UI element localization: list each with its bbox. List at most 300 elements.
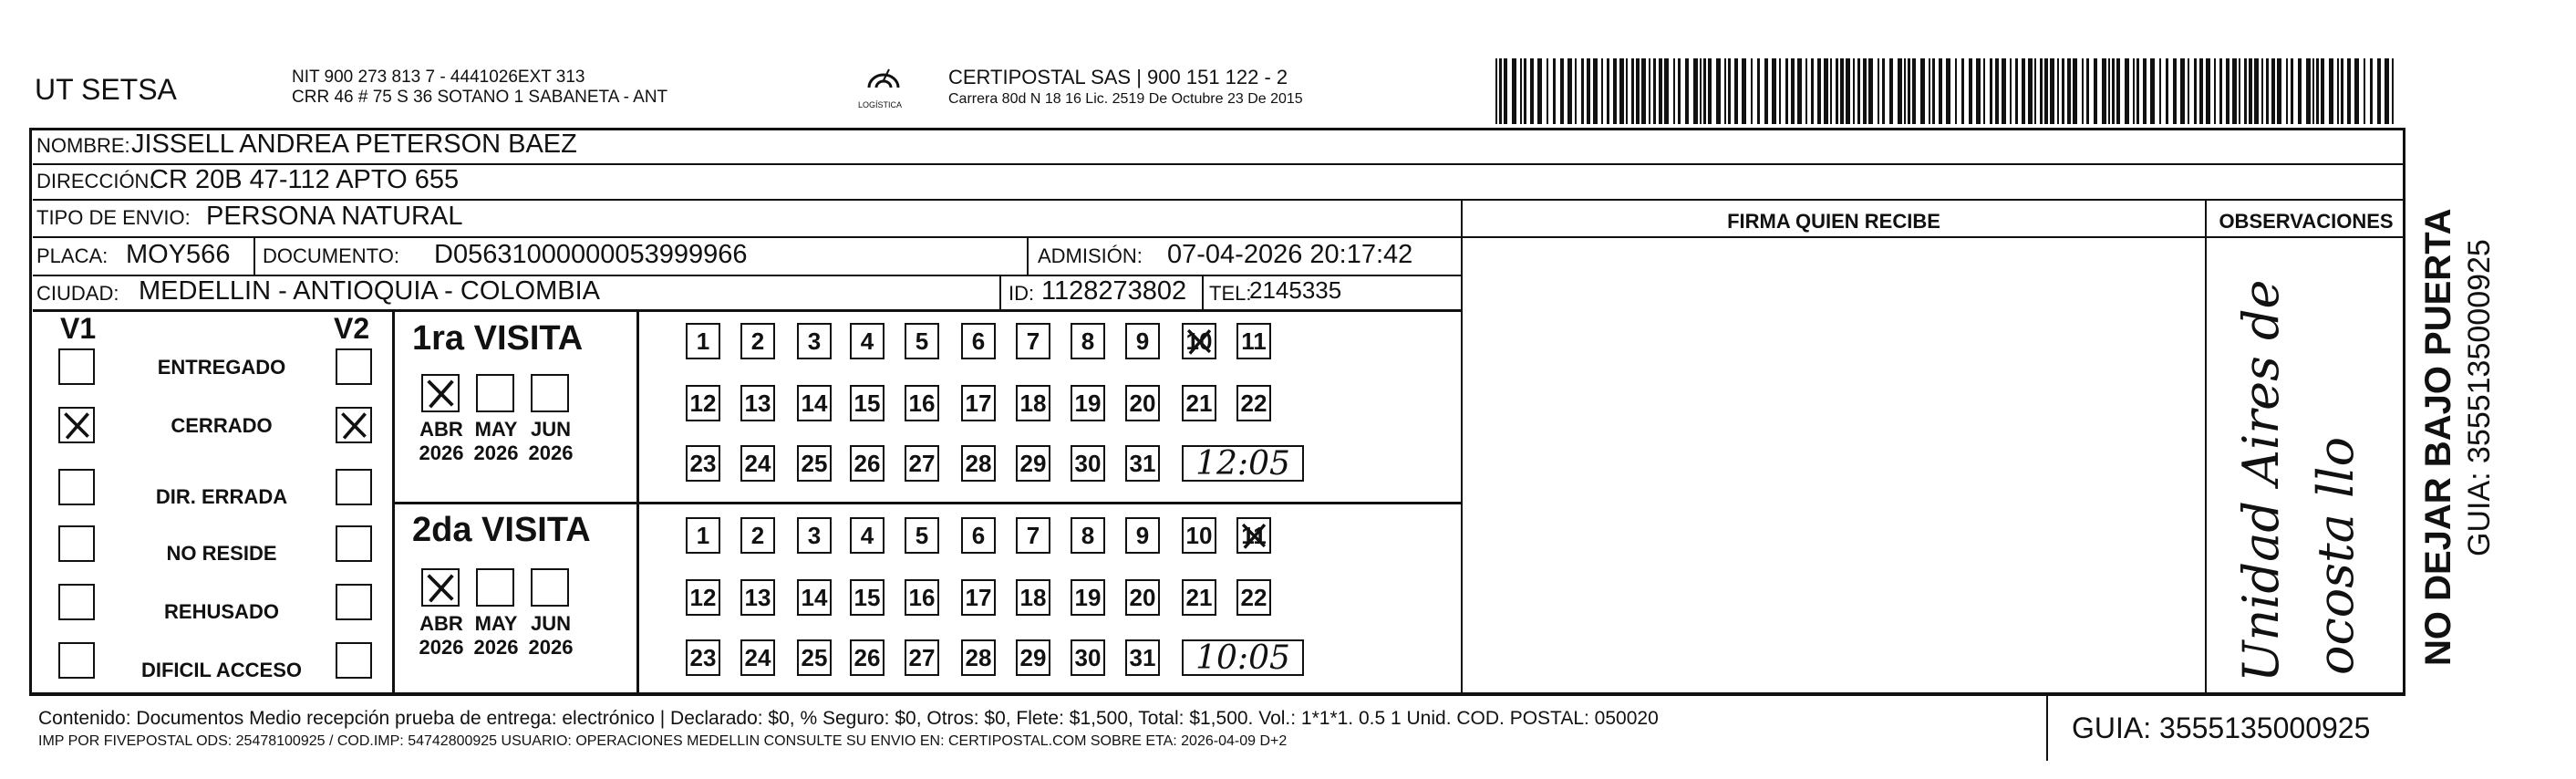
barcode-bar <box>2133 58 2135 124</box>
barcode-bar <box>1700 58 1702 124</box>
barcode-bar <box>1547 58 1548 124</box>
visit1-day-label: 25 <box>801 449 828 477</box>
visit1-day-box[interactable] <box>686 445 720 482</box>
barcode-bar <box>2015 58 2018 124</box>
visit2-day-label: 26 <box>853 643 881 671</box>
visit2-month-checkbox[interactable] <box>421 568 460 607</box>
v1-checkbox[interactable] <box>58 348 95 385</box>
visit2-day-box[interactable] <box>850 579 885 616</box>
visit1-day-box[interactable] <box>797 323 832 359</box>
visit1-day-label: 12 <box>689 389 717 417</box>
id-label: ID: <box>1009 282 1035 305</box>
company-name: UT SETSA <box>35 73 177 106</box>
barcode-bar <box>2354 58 2359 124</box>
visit1-day-box[interactable] <box>686 385 720 421</box>
v2-checkbox[interactable] <box>336 525 372 562</box>
visit1-day-box[interactable] <box>1071 323 1105 359</box>
visit2-month-label: JUN 2026 <box>528 612 574 659</box>
v1-checkbox[interactable] <box>58 407 95 443</box>
barcode-bar <box>1716 58 1721 124</box>
visit1-day-label: 29 <box>1019 449 1047 477</box>
certipostal-name: CERTIPOSTAL SAS | 900 151 122 - 2 <box>948 66 1288 88</box>
visit2-day-box[interactable] <box>1071 517 1105 554</box>
barcode-bar <box>2112 58 2115 124</box>
no-dejar-bajo-puerta: NO DEJAR BAJO PUERTA <box>2418 208 2458 666</box>
barcode-bar <box>2044 58 2048 124</box>
visit1-day-label: 19 <box>1074 389 1102 417</box>
v2-checkbox[interactable] <box>336 469 372 505</box>
visit2-day-box[interactable] <box>1016 639 1050 676</box>
visit1-day-label: 9 <box>1135 327 1150 355</box>
barcode-bar <box>2050 58 2054 124</box>
visit1-day-label: 21 <box>1185 389 1213 417</box>
column-header-line <box>1461 236 2405 238</box>
v2-checkbox[interactable] <box>336 407 372 443</box>
status-reason-label: ENTREGADO <box>157 356 286 379</box>
visit1-day-box[interactable] <box>850 323 885 359</box>
visit1-day-box[interactable] <box>1125 445 1160 482</box>
barcode-bar <box>1636 58 1640 124</box>
barcode-bar <box>1898 58 1902 124</box>
v1-label: V1 <box>60 312 97 345</box>
visit2-day-box[interactable] <box>1182 579 1216 616</box>
footer-guia: GUIA: 3555135000925 <box>2072 711 2371 744</box>
visit1-day-box[interactable] <box>797 445 832 482</box>
id-value: 1128273802 <box>1041 276 1187 306</box>
visit2-month-label: MAY 2026 <box>473 612 519 659</box>
v1-checkbox[interactable] <box>58 642 95 679</box>
visit1-day-label: 24 <box>744 449 771 477</box>
barcode-bar <box>1929 58 1930 124</box>
barcode-bar <box>2180 58 2185 124</box>
visit2-day-label: 14 <box>801 583 828 611</box>
visit2-day-label: 1 <box>696 521 710 549</box>
barcode-bar <box>1853 58 1855 124</box>
visit2-day-box[interactable] <box>1071 639 1105 676</box>
barcode-bar <box>1678 58 1681 124</box>
visit2-day-label: 21 <box>1185 583 1213 611</box>
barcode-bar <box>1946 58 1950 124</box>
visit2-day-box[interactable] <box>1125 517 1160 554</box>
barcode-bar <box>1512 58 1516 124</box>
barcode-bar <box>2377 58 2381 124</box>
barcode-bar <box>2116 58 2120 124</box>
barcode-bar <box>1811 58 1814 124</box>
visit1-day-label: 13 <box>744 389 771 417</box>
visit2-day-box[interactable] <box>961 639 996 676</box>
barcode-bar <box>2329 58 2333 124</box>
barcode-bar <box>2266 58 2269 124</box>
ciudad-row <box>33 276 1461 312</box>
visit1-title: 1ra VISITA <box>412 319 584 358</box>
barcode-bar <box>2002 58 2006 124</box>
v2-label: V2 <box>334 312 370 345</box>
visit2-day-box[interactable] <box>740 517 775 554</box>
visit2-day-label: 2 <box>750 521 765 549</box>
barcode-bar <box>2166 58 2168 124</box>
visit2-day-box[interactable] <box>1236 517 1271 554</box>
barcode-bar <box>1601 58 1603 124</box>
visit1-day-label: 15 <box>853 389 881 417</box>
visit2-day-label: 3 <box>807 521 822 549</box>
check-mark-icon <box>423 376 458 410</box>
visit2-day-label: 31 <box>1129 643 1156 671</box>
v2-checkbox[interactable] <box>336 348 372 385</box>
barcode-bar <box>1904 58 1906 124</box>
barcode-bar <box>1724 58 1726 124</box>
barcode-bar <box>2067 58 2071 124</box>
visit2-day-box[interactable] <box>905 579 939 616</box>
barcode-bar <box>2034 58 2036 124</box>
visit2-day-label: 13 <box>744 583 771 611</box>
barcode-bar <box>1976 58 1981 124</box>
visit1-day-box[interactable] <box>1016 323 1050 359</box>
placa-row <box>33 238 1461 276</box>
barcode-bar <box>1751 58 1753 124</box>
barcode-bar <box>1728 58 1731 124</box>
barcode-bar <box>1673 58 1675 124</box>
barcode-bar <box>2341 58 2343 124</box>
barcode-bar <box>1939 58 1942 124</box>
visit2-day-label: 6 <box>971 521 986 549</box>
barcode-bar <box>1757 58 1760 124</box>
barcode <box>1495 58 2407 124</box>
barcode-bar <box>2239 58 2240 124</box>
visit2-day-box[interactable] <box>1071 579 1105 616</box>
check-mark-icon <box>60 409 93 441</box>
visit1-day-box[interactable] <box>850 445 885 482</box>
barcode-bar <box>1961 58 1964 124</box>
status-reason-label: CERRADO <box>171 414 273 437</box>
visit1-day-label: 31 <box>1129 449 1156 477</box>
barcode-bar <box>1969 58 1972 124</box>
visit2-day-label: 19 <box>1074 583 1102 611</box>
visit1-day-label: 17 <box>965 389 992 417</box>
barcode-bar <box>1693 58 1698 124</box>
barcode-bar <box>2010 58 2012 124</box>
visit2-day-label: 12 <box>689 583 717 611</box>
visit1-day-box[interactable] <box>1182 385 1216 421</box>
visit1-day-label: 20 <box>1129 389 1156 417</box>
visit1-day-label: 2 <box>750 327 765 355</box>
visit2-title: 2da VISITA <box>412 511 591 549</box>
visit2-day-box[interactable] <box>740 639 775 676</box>
visit1-day-box[interactable] <box>740 385 775 421</box>
visit2-day-box[interactable] <box>1236 579 1271 616</box>
barcode-bar <box>1983 58 1985 124</box>
visit2-day-box[interactable] <box>905 517 939 554</box>
visit2-day-box[interactable] <box>961 579 996 616</box>
visit1-day-box[interactable] <box>1071 385 1105 421</box>
visit1-day-box[interactable] <box>961 323 996 359</box>
barcode-bar <box>1495 58 1497 124</box>
visit2-month-label: ABR 2026 <box>419 612 464 659</box>
check-mark-icon <box>1184 325 1215 358</box>
direccion-row <box>33 164 2404 201</box>
tel-value: 2145335 <box>1249 276 1342 304</box>
barcode-bar <box>1504 58 1507 124</box>
visit2-day-box[interactable] <box>797 639 832 676</box>
barcode-bar <box>2125 58 2129 124</box>
barcode-bar <box>2291 58 2293 124</box>
visit2-month-checkbox[interactable] <box>476 568 514 607</box>
barcode-bar <box>2143 58 2147 124</box>
visit2-day-box[interactable] <box>686 639 720 676</box>
visit2-day-box[interactable] <box>850 517 885 554</box>
visit1-month-label: JUN 2026 <box>528 418 574 464</box>
visit1-day-box[interactable] <box>905 385 939 421</box>
visit1-month-label: ABR 2026 <box>419 418 464 464</box>
visit2-time-box[interactable] <box>1182 639 1304 676</box>
visit1-day-box[interactable] <box>740 323 775 359</box>
barcode-bar <box>2261 58 2263 124</box>
visit2-day-label: 28 <box>965 643 992 671</box>
visit2-day-label: 29 <box>1019 643 1047 671</box>
barcode-bar <box>1703 58 1706 124</box>
footer-guia-box <box>2046 695 2405 761</box>
visit2-day-label: 24 <box>744 643 771 671</box>
barcode-bar <box>1878 58 1879 124</box>
visit2-day-box[interactable] <box>1016 517 1050 554</box>
visit1-day-box[interactable] <box>1125 323 1160 359</box>
ciudad-value: MEDELLIN - ANTIOQUIA - COLOMBIA <box>139 276 600 306</box>
visit-split-line <box>392 502 1461 504</box>
visit1-day-box[interactable] <box>1071 445 1105 482</box>
visit2-day-label: 22 <box>1240 583 1267 611</box>
visit2-day-box[interactable] <box>1182 517 1216 554</box>
v1-checkbox[interactable] <box>58 525 95 562</box>
nit-line: NIT 900 273 813 7 - 4441026EXT 313 <box>292 68 585 87</box>
visit1-day-box[interactable] <box>961 445 996 482</box>
barcode-bar <box>2385 58 2389 124</box>
barcode-bar <box>1619 58 1624 124</box>
visit2-day-box[interactable] <box>850 639 885 676</box>
visit1-day-box[interactable] <box>905 445 939 482</box>
barcode-bar <box>1537 58 1542 124</box>
v2-checkbox[interactable] <box>336 642 372 679</box>
visit2-day-box[interactable] <box>905 639 939 676</box>
visit2-day-box[interactable] <box>797 517 832 554</box>
visit1-day-label: 7 <box>1026 327 1040 355</box>
status-reason-label: REHUSADO <box>164 600 279 623</box>
visit1-day-box[interactable] <box>961 385 996 421</box>
documento-label: DOCUMENTO: <box>263 244 399 267</box>
visit2-day-label: 10 <box>1185 521 1213 549</box>
visit1-day-label: 18 <box>1019 389 1047 417</box>
barcode-bar <box>1499 58 1502 124</box>
barcode-bar <box>1520 58 1522 124</box>
visit1-day-box[interactable] <box>797 385 832 421</box>
barcode-bar <box>2150 58 2155 124</box>
barcode-bar <box>1955 58 1957 124</box>
barcode-bar <box>2194 58 2197 124</box>
v2-checkbox[interactable] <box>336 584 372 620</box>
visit1-time-box[interactable] <box>1182 445 1304 482</box>
tipo-label: TIPO DE ENVIO: <box>36 206 191 229</box>
visit2-time-value: 10:05 <box>1195 639 1290 677</box>
barcode-bar <box>1664 58 1669 124</box>
barcode-bar <box>1840 58 1844 124</box>
visit2-day-box[interactable] <box>1016 579 1050 616</box>
visit2-day-box[interactable] <box>1125 639 1160 676</box>
barcode-bar <box>1836 58 1838 124</box>
status-reason-label: NO RESIDE <box>166 542 277 565</box>
barcode-bar <box>1830 58 1832 124</box>
barcode-bar <box>2086 58 2089 124</box>
barcode-bar <box>2073 58 2077 124</box>
barcode-bar <box>2286 58 2288 124</box>
visit1-day-label: 11 <box>1241 327 1267 355</box>
visit1-day-box[interactable] <box>1236 385 1271 421</box>
certipostal-address: Carrera 80d N 18 16 Lic. 2519 De Octubre 23 De 2015 <box>948 91 1303 107</box>
barcode-bar <box>2028 58 2033 124</box>
v1-checkbox[interactable] <box>58 584 95 620</box>
visit1-day-label: 16 <box>908 389 936 417</box>
barcode-bar <box>1553 58 1556 124</box>
barcode-bar <box>1685 58 1689 124</box>
visit2-day-label: 9 <box>1135 521 1150 549</box>
barcode-bar <box>2214 58 2216 124</box>
barcode-bar <box>1846 58 1850 124</box>
barcode-bar <box>1817 58 1821 124</box>
barcode-bar <box>2219 58 2222 124</box>
barcode-bar <box>1932 58 1935 124</box>
barcode-bar <box>2040 58 2043 124</box>
visit1-month-checkbox[interactable] <box>476 374 514 412</box>
barcode-bar <box>2102 58 2106 124</box>
logo-text: LOGÍSTICA <box>858 100 903 109</box>
barcode-bar <box>1631 58 1634 124</box>
barcode-bar <box>1626 58 1628 124</box>
barcode-bar <box>2244 58 2247 124</box>
visit1-day-label: 1 <box>696 327 710 355</box>
observaciones-header: OBSERVACIONES <box>2219 210 2394 233</box>
visit2-day-box[interactable] <box>961 517 996 554</box>
visit2-day-label: 17 <box>965 583 992 611</box>
barcode-bar <box>2370 58 2373 124</box>
visit1-day-box[interactable] <box>1236 323 1271 359</box>
visit1-day-box[interactable] <box>905 323 939 359</box>
barcode-bar <box>1920 58 1925 124</box>
nombre-row <box>33 129 2404 165</box>
barcode-bar <box>1524 58 1526 124</box>
barcode-bar <box>2188 58 2189 124</box>
barcode-bar <box>1581 58 1584 124</box>
status-reason-label: DIFICIL ACCESO <box>140 659 302 681</box>
barcode-bar <box>1641 58 1646 124</box>
nombre-value: JISSELL ANDREA PETERSON BAEZ <box>131 130 577 159</box>
direccion-label: DIRECCIÓN: <box>36 170 155 192</box>
visit1-month-checkbox[interactable] <box>531 374 569 412</box>
visit2-day-label: 27 <box>908 643 936 671</box>
visit2-day-box[interactable] <box>686 517 720 554</box>
ciudad-label: CIUDAD: <box>36 282 119 305</box>
barcode-bar <box>1530 58 1534 124</box>
visit1-day-label: 14 <box>801 389 828 417</box>
visit1-day-label: 27 <box>908 449 936 477</box>
visit2-month-checkbox[interactable] <box>531 568 569 607</box>
visit2-day-label: 7 <box>1026 521 1040 549</box>
visit2-day-box[interactable] <box>686 579 720 616</box>
barcode-bar <box>2062 58 2064 124</box>
visit1-day-box[interactable] <box>740 445 775 482</box>
visit1-day-label: 22 <box>1240 389 1267 417</box>
barcode-bar <box>1772 58 1776 124</box>
visit2-day-label: 5 <box>915 521 929 549</box>
barcode-bar <box>2022 58 2025 124</box>
check-mark-icon <box>337 409 370 441</box>
barcode-bar <box>2094 58 2097 124</box>
visit2-day-label: 16 <box>908 583 936 611</box>
barcode-bar <box>2226 58 2229 124</box>
visit1-month-checkbox[interactable] <box>421 374 460 412</box>
barcode-bar <box>1560 58 1564 124</box>
visit1-day-label: 3 <box>807 327 822 355</box>
status-reason-label: DIR. ERRADA <box>155 485 288 508</box>
barcode-bar <box>1779 58 1781 124</box>
visit1-day-box[interactable] <box>1016 445 1050 482</box>
guia-vertical: GUIA: 3555135000925 <box>2462 239 2497 556</box>
visit2-day-label: 23 <box>689 643 717 671</box>
barcode-bar <box>1653 58 1656 124</box>
v1-checkbox[interactable] <box>58 469 95 505</box>
visit2-day-label: 18 <box>1019 583 1047 611</box>
visit1-day-label: 6 <box>971 327 986 355</box>
direccion-value: CR 20B 47-112 APTO 655 <box>150 165 460 194</box>
visit1-day-box[interactable] <box>1125 385 1160 421</box>
barcode-bar <box>2057 58 2059 124</box>
barcode-bar <box>2136 58 2139 124</box>
visit1-day-box[interactable] <box>850 385 885 421</box>
visit1-day-box[interactable] <box>1016 385 1050 421</box>
footer-contenido: Contenido: Documentos Medio recepción prueba de entrega: electrónico | Declarado: $0, % Seguro: $0, Otros: $0, Flete: $1,500, Total: $1,500. Vol.: 1*1*1. 0.5 1 Unid. COD. POSTAL: 050020 <box>38 708 1659 729</box>
barcode-bar <box>1659 58 1662 124</box>
barcode-bar <box>2277 58 2281 124</box>
barcode-bar <box>1785 58 1788 124</box>
barcode-bar <box>1575 58 1577 124</box>
placa-label: PLACA: <box>36 244 109 267</box>
barcode-bar <box>1791 58 1795 124</box>
visit2-day-label: 30 <box>1074 643 1102 671</box>
visit1-day-label: 30 <box>1074 449 1102 477</box>
visit1-day-box[interactable] <box>686 323 720 359</box>
barcode-bar <box>2232 58 2237 124</box>
barcode-bar <box>2316 58 2319 124</box>
barcode-bar <box>1708 58 1712 124</box>
barcode-bar <box>1857 58 1860 124</box>
visit1-day-box[interactable] <box>1182 323 1216 359</box>
barcode-bar <box>1607 58 1609 124</box>
visit1-time-value: 12:05 <box>1195 444 1290 483</box>
barcode-bar <box>1868 58 1873 124</box>
barcode-bar <box>2254 58 2259 124</box>
visit1-day-label: 28 <box>965 449 992 477</box>
logo <box>853 62 916 113</box>
barcode-bar <box>2347 58 2351 124</box>
visit2-day-label: 4 <box>860 521 874 549</box>
visit1-day-label: 23 <box>689 449 717 477</box>
check-mark-icon <box>1238 519 1269 552</box>
barcode-bar <box>1824 58 1828 124</box>
barcode-bar <box>1593 58 1598 124</box>
barcode-bar <box>1567 58 1572 124</box>
visit2-day-label: 20 <box>1129 583 1156 611</box>
visit2-day-box[interactable] <box>740 579 775 616</box>
visit2-day-box[interactable] <box>1125 579 1160 616</box>
tel-label: TEL: <box>1209 282 1252 305</box>
visit2-day-box[interactable] <box>797 579 832 616</box>
barcode-bar <box>2271 58 2275 124</box>
